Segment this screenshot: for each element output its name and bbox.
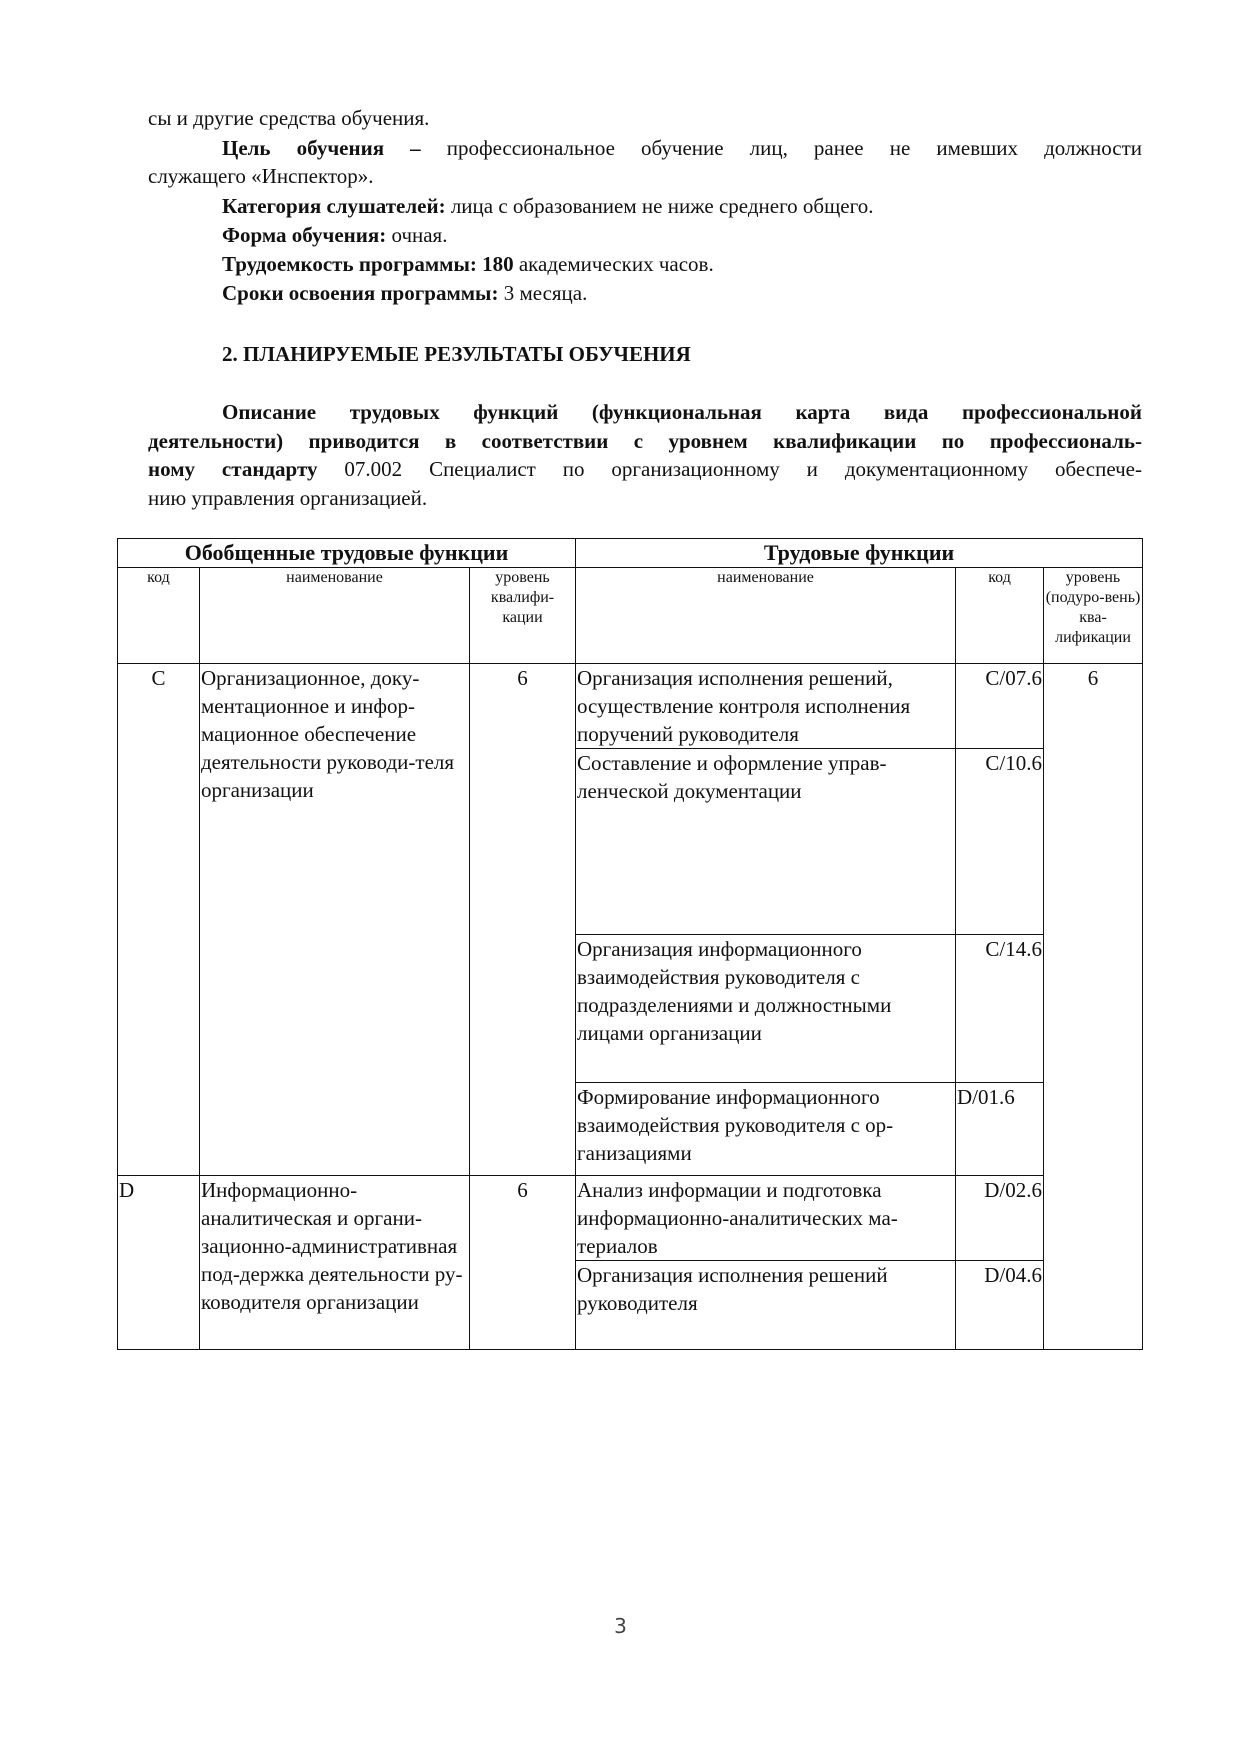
function-name: Составление и оформление управ-ленческой документации bbox=[576, 749, 956, 935]
function-code: D/04.6 bbox=[956, 1261, 1044, 1350]
form-label: Форма обучения: bbox=[222, 223, 387, 247]
function-name: Организация исполнения решений руководителя bbox=[576, 1261, 956, 1350]
group-name: Организационное, доку-ментационное и инфор-мационное обеспечение деятельности руководи-теля организации bbox=[200, 664, 470, 1176]
group-level: 6 bbox=[470, 664, 576, 1176]
hours-line bbox=[222, 250, 714, 279]
header-function-name: наименование bbox=[576, 568, 956, 664]
group-level: 6 bbox=[470, 1176, 576, 1350]
group-name: Информационно-аналитическая и органи-зационно-административная под-держка деятельности ру-ководителя организации bbox=[200, 1176, 470, 1350]
hours-value: академических часов. bbox=[513, 252, 714, 276]
table-row bbox=[118, 664, 1143, 749]
description-line: нию управления организацией. bbox=[148, 486, 428, 510]
function-code: C/10.6 bbox=[956, 749, 1044, 935]
header-function-code: код bbox=[956, 568, 1044, 664]
page-number: 3 bbox=[614, 1614, 627, 1638]
function-code: D/02.6 bbox=[956, 1176, 1044, 1261]
category-line bbox=[222, 192, 873, 221]
header-function-level: уровень (подуро-вень) ква-лификации bbox=[1044, 568, 1143, 664]
description-line: Описание трудовых функций (функциональная карта вида профессиональной bbox=[222, 400, 1142, 424]
header-level: уровень квалифи-кации bbox=[470, 568, 576, 664]
description-line: деятельности) приводится в соответствии с уровнем квалификации по профессиональ- bbox=[148, 429, 1142, 453]
function-name: Формирование информационного взаимодействия руководителя с ор-ганизациями bbox=[576, 1083, 956, 1176]
section-heading: 2. ПЛАНИРУЕМЫЕ РЕЗУЛЬТАТЫ ОБУЧЕНИЯ bbox=[222, 342, 691, 366]
header-code: код bbox=[118, 568, 200, 664]
function-name: Анализ информации и подготовка информационно-аналитических ма-териалов bbox=[576, 1176, 956, 1261]
function-name: Организация информационного взаимодействия руководителя с подразделениями и должностными лицами организации bbox=[576, 935, 956, 1083]
standard-label: ному стандарту bbox=[148, 457, 318, 481]
category-label: Категория слушателей: bbox=[222, 194, 446, 218]
term-value: 3 месяца. bbox=[498, 281, 588, 305]
goal-line bbox=[222, 134, 1142, 163]
table-column-header-row bbox=[118, 568, 1143, 664]
form-line bbox=[222, 221, 447, 250]
hours-label: Трудоемкость программы: 180 bbox=[222, 252, 514, 276]
goal-text-cont: служащего «Инспектор». bbox=[148, 164, 374, 188]
description-line bbox=[148, 455, 1142, 484]
function-sublevel: 6 bbox=[1044, 664, 1143, 1350]
term-line bbox=[222, 279, 587, 308]
group-code: D bbox=[118, 1176, 200, 1350]
standard-text: 07.002 Специалист по организационному и документационному обеспече- bbox=[317, 457, 1142, 481]
function-name: Организация исполнения решений, осуществление контроля исполнения поручений руководителя bbox=[576, 664, 956, 749]
category-value: лица с образованием не ниже среднего общего. bbox=[445, 194, 874, 218]
function-code: D/01.6 bbox=[956, 1083, 1044, 1176]
group-code: C bbox=[118, 664, 200, 1176]
header-labor-functions: Трудовые функции bbox=[576, 539, 1143, 568]
table-group-header-row bbox=[118, 539, 1143, 568]
functional-map-table bbox=[117, 538, 1143, 1350]
term-label: Сроки освоения программы: bbox=[222, 281, 499, 305]
goal-text: профессиональное обучение лиц, ранее не имевших должности bbox=[420, 136, 1143, 160]
header-name: наименование bbox=[200, 568, 470, 664]
function-code: C/07.6 bbox=[956, 664, 1044, 749]
table-row bbox=[118, 1176, 1143, 1261]
goal-label: Цель обучения – bbox=[222, 136, 421, 160]
intro-line: сы и другие средства обучения. bbox=[148, 106, 430, 130]
header-generalized-functions: Обобщенные трудовые функции bbox=[118, 539, 576, 568]
function-code: C/14.6 bbox=[956, 935, 1044, 1083]
form-value: очная. bbox=[386, 223, 448, 247]
